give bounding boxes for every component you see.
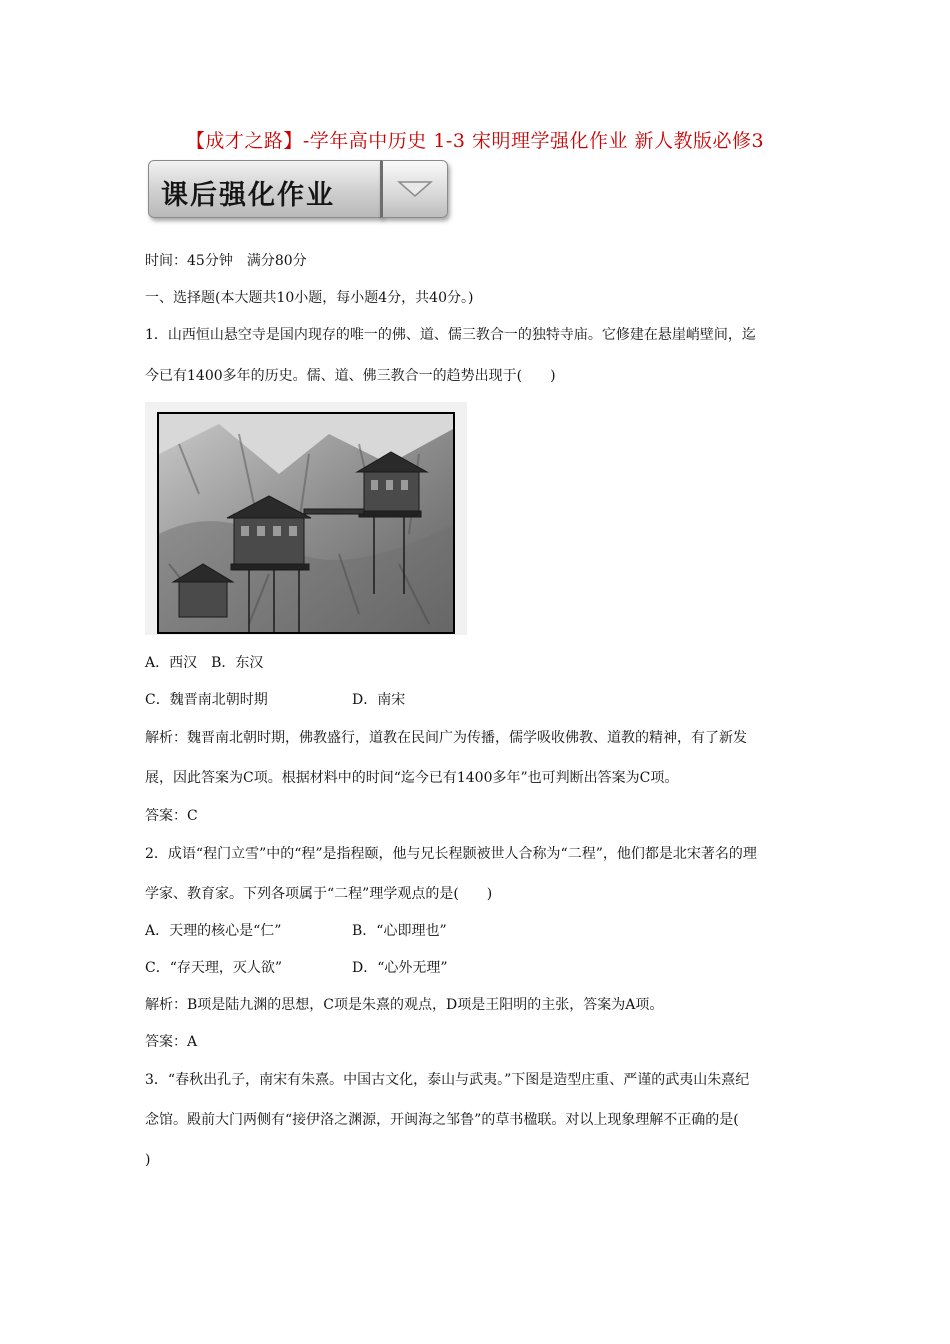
q2-option-c: C．“存天理，灭人欲”: [145, 960, 283, 976]
banner-label: 课后强化作业: [161, 180, 335, 211]
q2-analysis-line-1: 解析：B项是陆九渊的思想，C项是朱熹的观点，D项是王阳明的主张，答案为A项。: [145, 997, 664, 1013]
q3-stem-line-1: 3．“春秋出孔子，南宋有朱熹。中国古文化，泰山与武夷。”下图是造型庄重、严谨的武夷山朱熹纪: [145, 1072, 750, 1088]
q1-option-ab: A．西汉 B．东汉: [145, 655, 264, 671]
banner-tab: [380, 160, 448, 218]
q2-stem-line-2: 学家、教育家。下列各项属于“二程”理学观点的是( ): [145, 886, 493, 902]
q3-stem-line-3: ): [145, 1152, 151, 1168]
document-title: 【成才之路】-学年高中历史 1-3 宋明理学强化作业 新人教版必修3: [185, 130, 765, 152]
q1-stem-line-2: 今已有1400多年的历史。儒、道、佛三教合一的趋势出现于( ): [145, 368, 556, 384]
q1-stem-line-1: 1．山西恒山悬空寺是国内现存的唯一的佛、道、儒三教合一的独特寺庙。它修建在悬崖峭壁间，迄: [145, 327, 756, 343]
q1-option-d: D．南宋: [352, 692, 406, 708]
q2-stem-line-1: 2．成语“程门立雪”中的“程”是指程颐，他与兄长程颢被世人合称为“二程”，他们都是北宋著名的理: [145, 846, 757, 862]
hanging-temple-image: [159, 414, 453, 632]
section-heading: 一、选择题(本大题共10小题，每小题4分，共40分。): [145, 290, 474, 306]
q3-stem-line-2: 念馆。殿前大门两侧有“接伊洛之渊源，开闽海之邹鲁”的草书楹联。对以上现象理解不正确的是(: [145, 1112, 739, 1128]
q1-analysis-line-1: 解析：魏晋南北朝时期，佛教盛行，道教在民间广为传播，儒学吸收佛教、道教的精神，有了新发: [145, 730, 747, 746]
q2-answer: 答案：A: [145, 1034, 198, 1050]
q1-answer: 答案：C: [145, 808, 198, 824]
banner-plate: [148, 160, 382, 218]
section-banner: [148, 152, 446, 222]
q1-option-c: C．魏晋南北朝时期: [145, 692, 268, 708]
temple-photo-frame: [145, 402, 467, 635]
hanging-temple-photo: [157, 412, 455, 634]
q1-analysis-line-2: 展，因此答案为C项。根据材料中的时间“迄今已有1400多年”也可判断出答案为C项。: [145, 770, 679, 786]
chevron-down-icon: [397, 179, 433, 199]
q2-option-a: A．天理的核心是“仁”: [145, 923, 282, 939]
q2-option-d: D．“心外无理”: [352, 960, 448, 976]
exam-meta: 时间：45分钟 满分80分: [145, 253, 307, 269]
q2-option-b: B．“心即理也”: [352, 923, 447, 939]
